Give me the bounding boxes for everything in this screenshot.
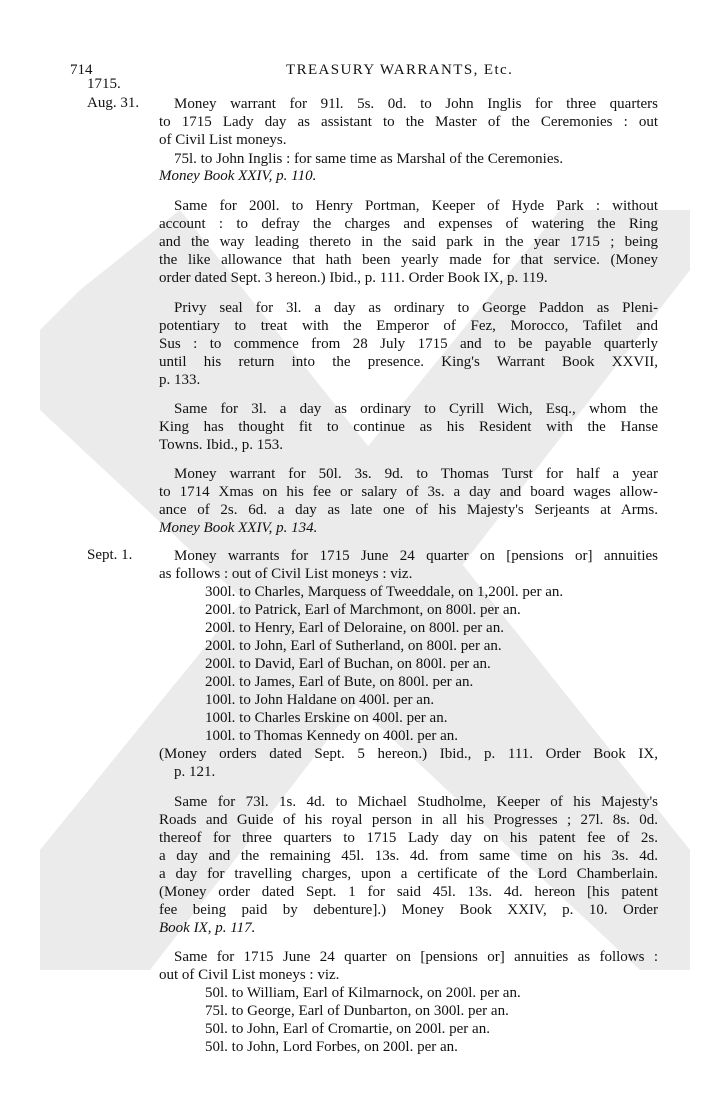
date-aug-31: Aug. 31. <box>87 95 140 111</box>
text-line: ance of 2s. 6d. a day as late one of his Majesty's Serjeants at Arms. <box>159 502 658 518</box>
text-line: as follows : out of Civil List moneys : viz. <box>159 566 413 582</box>
text-line: Same for 1715 June 24 quarter on [pensions or] annuities as follows : <box>174 949 658 965</box>
text-line: thereof for three quarters to 1715 Lady day on his patent fee of 2s. <box>159 830 658 846</box>
text-line: p. 133. <box>159 372 201 388</box>
list-item: 200l. to Henry, Earl of Deloraine, on 800l. per an. <box>205 620 504 636</box>
text-line: Money Book XXIV, p. 110. <box>159 168 317 184</box>
list-item: 100l. to Thomas Kennedy on 400l. per an. <box>205 728 459 744</box>
text-line: until his return into the presence. King's Warrant Book XXVII, <box>159 354 658 370</box>
page-number: 714 <box>70 62 93 78</box>
date-sept-1: Sept. 1. <box>87 547 133 563</box>
text-line: order dated Sept. 3 hereon.) Ibid., p. 111. Order Book IX, p. 119. <box>159 270 548 286</box>
text-line: the like allowance that hath been yearly made for that service. (Money <box>159 252 658 268</box>
list-item: 50l. to William, Earl of Kilmarnock, on 200l. per an. <box>205 985 521 1001</box>
text-line: Same for 3l. a day as ordinary to Cyrill Wich, Esq., whom the <box>174 401 658 417</box>
text-line: to 1715 Lady day as assistant to the Master of the Ceremonies : out <box>159 114 658 130</box>
list-item: 100l. to Charles Erskine on 400l. per an. <box>205 710 448 726</box>
text-line: Same for 200l. to Henry Portman, Keeper of Hyde Park : without <box>174 198 658 214</box>
text-line: Same for 73l. 1s. 4d. to Michael Studholme, Keeper of his Majesty's <box>174 794 658 810</box>
text-line: (Money orders dated Sept. 5 hereon.) Ibid., p. 111. Order Book IX, <box>159 746 658 762</box>
text-line: (Money order dated Sept. 1 for said 45l. 13s. 4d. hereon [his patent <box>159 884 658 900</box>
text-line: of Civil List moneys. <box>159 132 287 148</box>
text-line: account : to defray the charges and expenses of watering the Ring <box>159 216 658 232</box>
text-line: Sus : to commence from 28 July 1715 and to be payable quarterly <box>159 336 658 352</box>
text-line: Roads and Guide of his royal person in all his Progresses ; 27l. 8s. 0d. <box>159 812 658 828</box>
running-title: TREASURY WARRANTS, Etc. <box>286 62 514 78</box>
list-item: 200l. to John, Earl of Sutherland, on 800l. per an. <box>205 638 502 654</box>
list-item: 200l. to James, Earl of Bute, on 800l. per an. <box>205 674 474 690</box>
text-line: p. 121. <box>174 764 216 780</box>
text-line: Money Book XXIV, p. 134. <box>159 520 318 536</box>
year-marker: 1715. <box>87 76 121 92</box>
text-line: Money warrant for 91l. 5s. 0d. to John Inglis for three quarters <box>174 96 658 112</box>
text-line: to 1714 Xmas on his fee or salary of 3s. a day and board wages allow- <box>159 484 658 500</box>
list-item: 75l. to George, Earl of Dunbarton, on 300l. per an. <box>205 1003 509 1019</box>
text-line: a day and the remaining 45l. 13s. 4d. from same time on his 3s. 4d. <box>159 848 658 864</box>
text-line: King has thought fit to continue as his Resident with the Hanse <box>159 419 658 435</box>
text-line: Privy seal for 3l. a day as ordinary to George Paddon as Pleni- <box>174 300 658 316</box>
text-line: and the way leading thereto in the said park in the year 1715 ; being <box>159 234 658 250</box>
list-item: 50l. to John, Earl of Cromartie, on 200l. per an. <box>205 1021 490 1037</box>
text-line: out of Civil List moneys : viz. <box>159 967 340 983</box>
text-line: Towns. Ibid., p. 153. <box>159 437 283 453</box>
text-line: a day for travelling charges, upon a certificate of the Lord Chamberlain. <box>159 866 658 882</box>
text-line: Money warrants for 1715 June 24 quarter on [pensions or] annuities <box>174 548 658 564</box>
text-line: Book IX, p. 117. <box>159 920 256 936</box>
text-line: 75l. to John Inglis : for same time as Marshal of the Ceremonies. <box>174 151 564 167</box>
list-item: 200l. to David, Earl of Buchan, on 800l. per an. <box>205 656 491 672</box>
text-line: potentiary to treat with the Emperor of Fez, Morocco, Tafilet and <box>159 318 658 334</box>
text-line: Money warrant for 50l. 3s. 9d. to Thomas Turst for half a year <box>174 466 658 482</box>
list-item: 50l. to John, Lord Forbes, on 200l. per an. <box>205 1039 458 1055</box>
list-item: 200l. to Patrick, Earl of Marchmont, on 800l. per an. <box>205 602 521 618</box>
list-item: 100l. to John Haldane on 400l. per an. <box>205 692 435 708</box>
text-line: fee being paid by debenture].) Money Book XXIV, p. 10. Order <box>159 902 658 918</box>
list-item: 300l. to Charles, Marquess of Tweeddale, on 1,200l. per an. <box>205 584 564 600</box>
